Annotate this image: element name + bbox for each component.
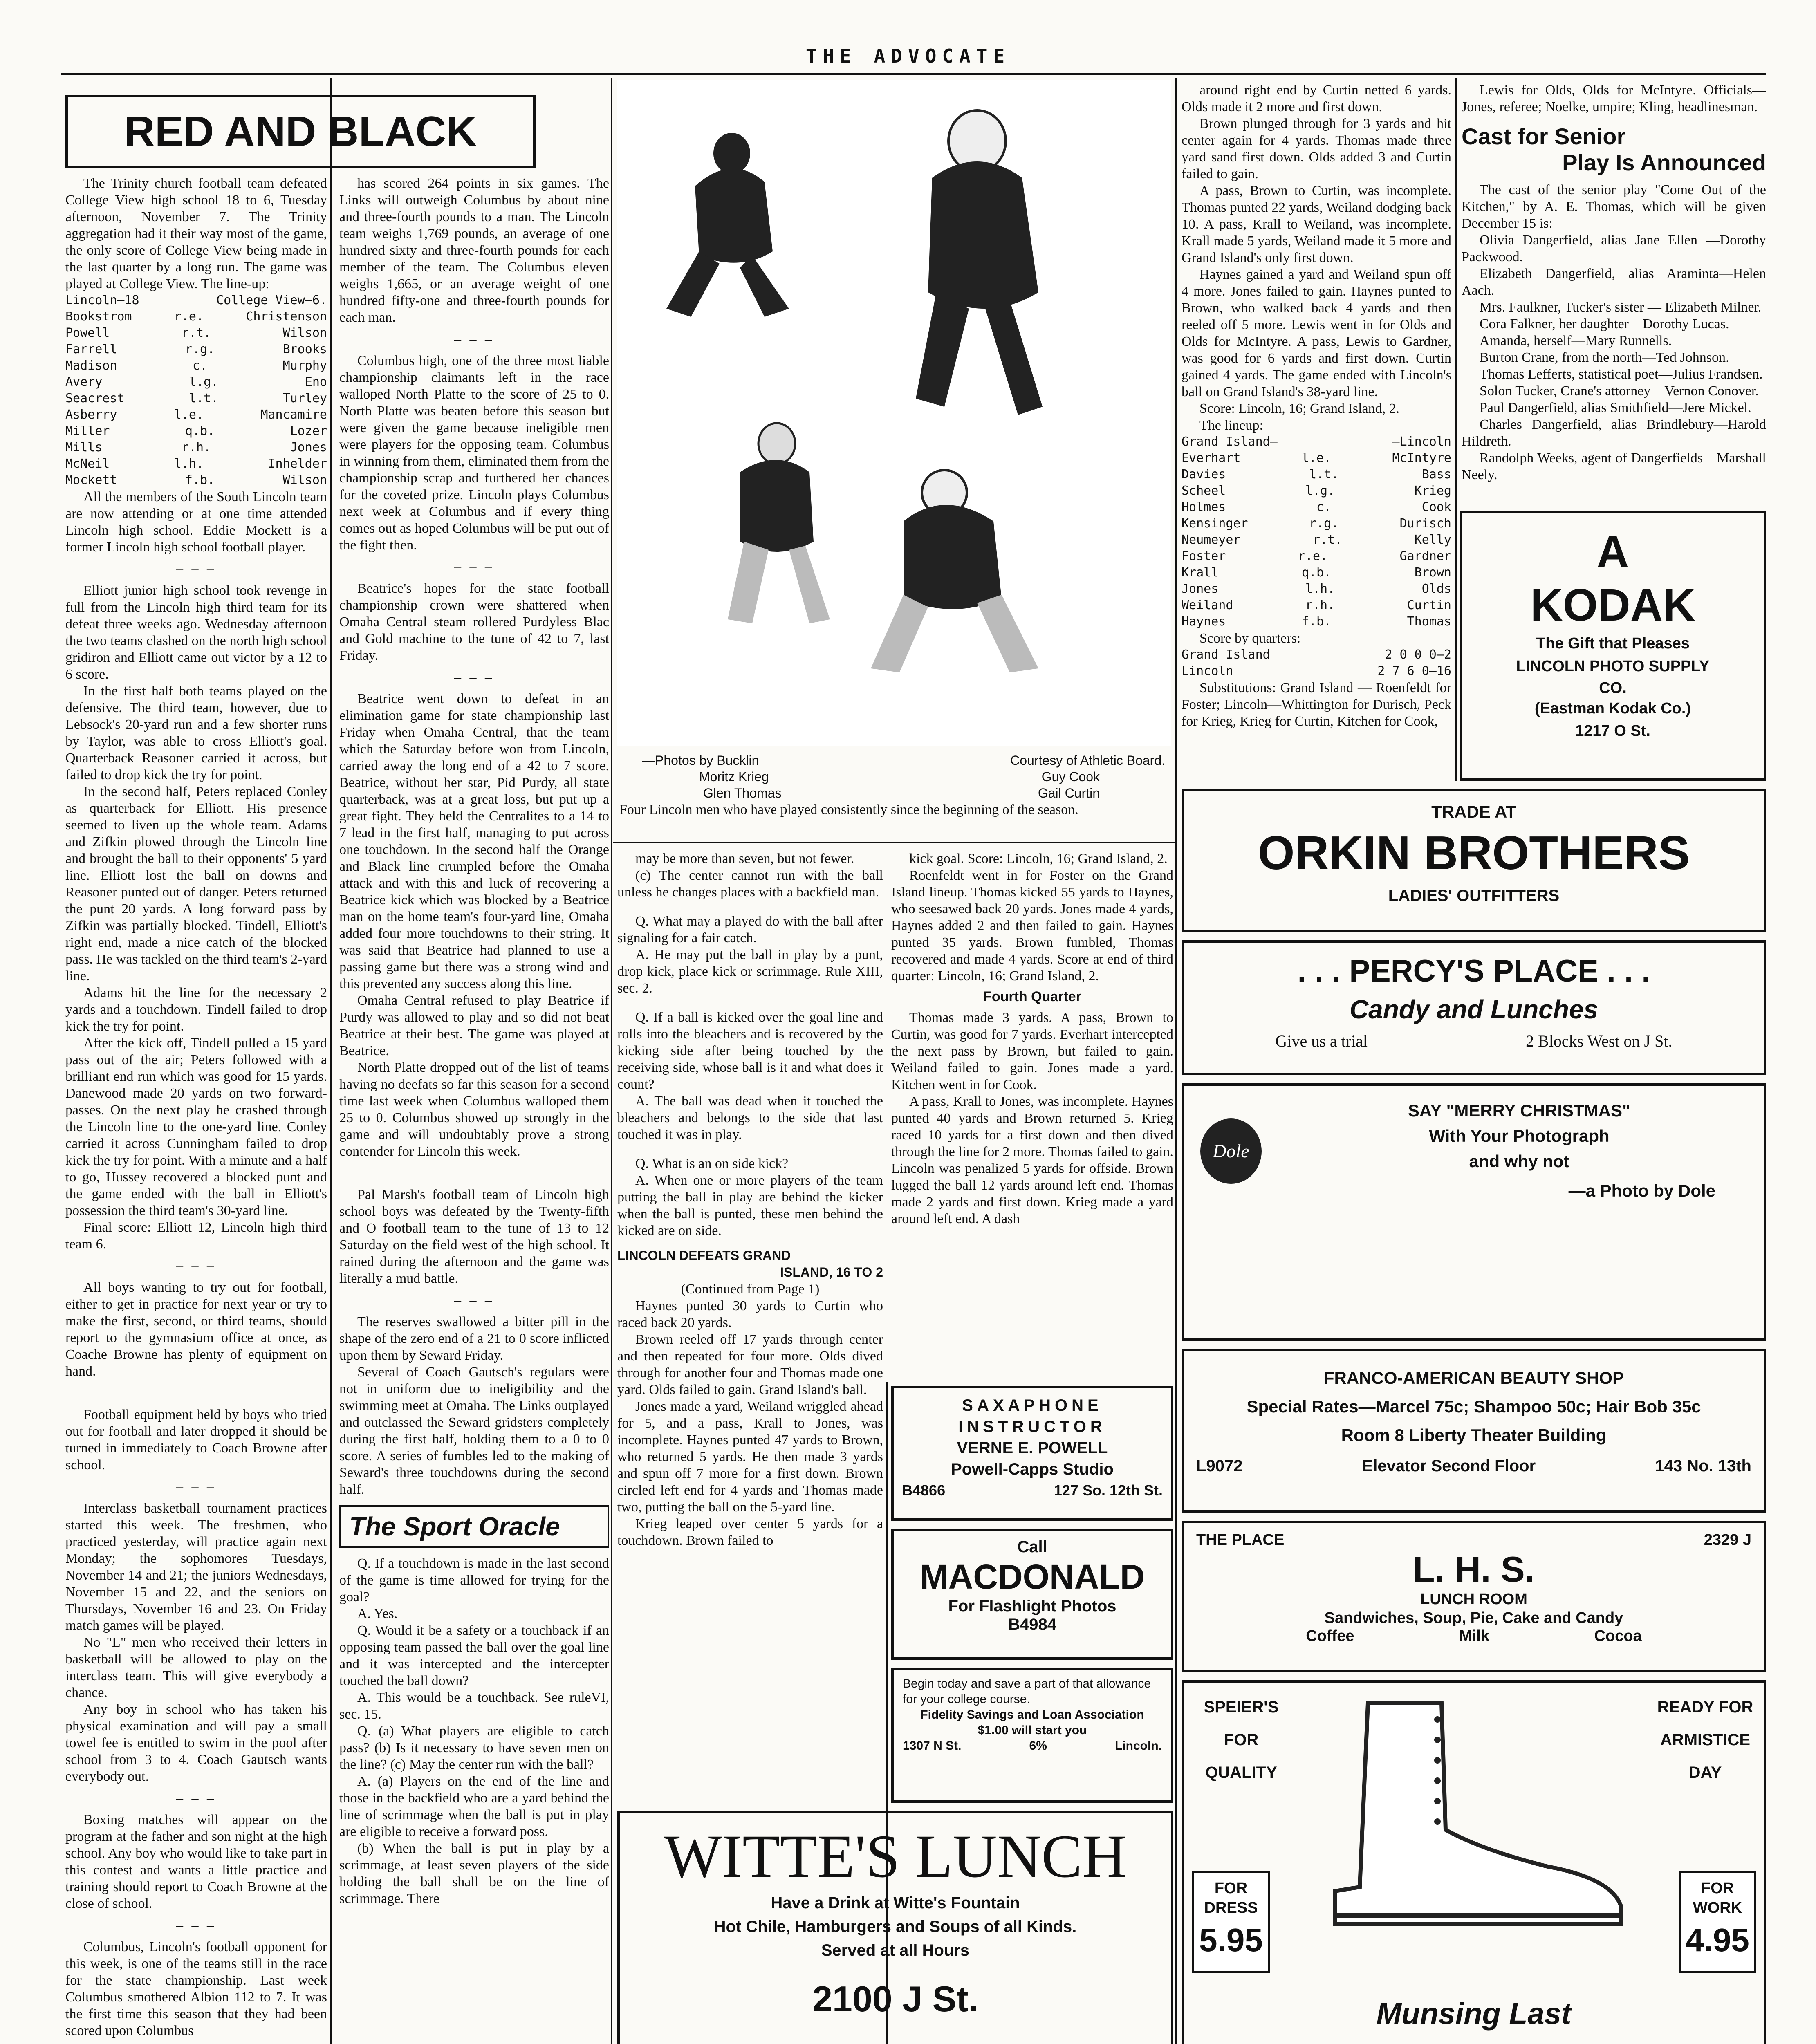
wittes-lunch-ad [617,1811,1173,2044]
ad-line: LINCOLN PHOTO SUPPLY [1516,658,1710,675]
separator: – – – [454,559,494,574]
work-price-box: FOR WORK 4.95 [1679,1871,1756,1973]
ad-title: MACDONALD [919,1558,1145,1596]
answer: A. When one or more players of the team putting the ball in play are behind the kicker when the ball is punted, these men behind the kicked are on side. [617,1173,883,1238]
lineup-row: Foster r.e. Gardner [1182,549,1451,563]
column-rule [611,78,612,2044]
boot-illustration [1319,1695,1630,1936]
article-paragraph: Football equipment held by boys who tried out for football and later dropped it should be turned in immediately to Coach Browne after school. [65,1407,327,1472]
answer: A. The ball was dead when it touched the bleachers and belongs to the side that last touched it was in play. [617,1094,883,1142]
article-paragraph: Haynes gained a yard and Weiland spun off 4 more. Jones failed to gain. Haynes punted to Brown, who walked back 4 yards and then reeled off 5 more. Lewis went in for Olds and Olds for McIntyre. A pass, Lewis to Gardner, was good for 6 yards and first down. Curtin gained 4 yards. The game ended with Lincoln's ball on Grand Island's 38-yard line. [1182,267,1451,399]
answer: (b) When the ball is put in play by a scrimmage, at least seven players of the side holding the ball shall be on the line of scrimmage. There [339,1841,609,1906]
masthead-rule [61,73,1766,75]
franco-american-ad [1182,1349,1766,1513]
article-paragraph: Adams hit the line for the necessary 2 yards and a touchdown. Tindell failed to drop kick the try for point. [65,985,327,1034]
sport-oracle-title: The Sport Oracle [339,1505,609,1548]
separator: – – – [454,332,494,347]
lineup-row: Bookstrom r.e. Christenson [65,309,327,324]
armistice-label: READY FOR ARMISTICE DAY [1657,1698,1753,1782]
question: Q. What is an on side kick? [635,1156,789,1171]
continued-note: (Continued from Page 1) [681,1282,820,1297]
ad-line: —a Photo by Dole [1568,1181,1715,1200]
boot-outline [1335,1703,1621,1924]
dole-text [1290,1098,1748,1204]
ad-line: 1307 N St. 6% Lincoln. [903,1739,1162,1753]
separator: – – – [454,1293,494,1308]
cast-item: Mrs. Faulkner, Tucker's sister — Elizabeth Milner. [1480,300,1762,315]
lineup-header: Lincoln—18 College View—6. [65,293,327,307]
ad-line: TRADE AT [1431,802,1516,821]
article-paragraph: Any boy in school who has taken his physical examination and will pay a small towel fee is entitled to swim in the pool after school from 3 to 4. Coach Gautsch wants everybody out. [65,1702,327,1784]
column-2 [339,175,609,2044]
lineup-table [1182,434,1451,630]
ad-line: L9072 Elevator Second Floor 143 No. 13th [1196,1457,1751,1475]
photo-caption-line: Four Lincoln men who have played consistently since the beginning of the season. [619,802,1078,817]
article-paragraph: around right end by Curtin netted 6 yards. Olds made it 2 more and first down. [1182,83,1451,114]
lineup-row: Miller q.b. Lozer [65,424,327,438]
ad-line: Served at all Hours [821,1941,970,1959]
player-body [928,161,1038,309]
column-rule [1455,78,1457,781]
article-paragraph: In the first half both teams played on the defensive. The third team, however, due to Lebsock's 20-yard run and a few shorter runs by Taylor, was able to cross Elliott's goal. Quarterback Reasoner carried it across, but failed to drop kick the try for point. [65,684,327,782]
lineup-row: Avery l.g. Eno [65,375,327,389]
article-paragraph: Substitutions: Grand Island — Roenfeldt for Foster; Lincoln—Whittington for Durisch, Peck for Krieg, Krieg for Curtin, Kitchen for Cook, [1182,680,1451,729]
photo-caption [642,752,1165,801]
caption-names: Moritz Krieg Guy Cook [699,769,1100,784]
separator: – – – [454,670,494,685]
lineup-row: Farrell r.g. Brooks [65,342,327,356]
dole-photo-ad [1182,1083,1766,1341]
ad-line: SAXAPHONE [962,1396,1103,1414]
separator: – – – [176,1918,216,1933]
munsing-last: Munsing Last [1376,1997,1572,2031]
lineup-row: Mockett f.b. Wilson [65,473,327,487]
ad-line: With Your Photograph [1429,1126,1610,1145]
article-paragraph: Roenfeldt went in for Foster on the Grand Island lineup. Thomas kicked 55 yards to Haynes, who seesawed back 20 yards. Jones made 4 yards, Haynes added 2 and then failed to gain. Haynes punted 35 yards. Brown fumbled, Thomas recovered and made 4 yards. Score at end of third quarter: Lincoln, 16; Grand Island, 2. [891,868,1173,984]
article-paragraph: All the members of the South Lincoln team are now attending or at one time attended Lincoln high school. Eddie Mockett is a former Lincoln high school football player. [65,489,327,555]
article-paragraph: Score: Lincoln, 16; Grand Island, 2. [1199,401,1400,416]
players-illustration [617,80,1171,746]
article-paragraph: Score by quarters: [1199,631,1301,646]
dole-logo-icon: Dole [1200,1118,1262,1184]
question: Q. What may a played do with the ball after signaling for a fair catch. [617,914,883,946]
lineup-row: Holmes c. Cook [1182,500,1451,514]
ad-line: The Gift that Pleases [1536,635,1690,652]
article-paragraph: Elliott junior high school took revenge in full from the Lincoln high third team for its defeat three weeks ago. Wednesday afternoon the two teams clashed on the north high school gridiron and Elliott came out victor by a 12 to 6 score. [65,583,327,682]
ad-line: Special Rates—Marcel 75c; Shampoo 50c; Hair Bob 35c [1247,1397,1701,1416]
separator: – – – [176,1385,216,1401]
ad-line: Hot Chile, Hamburgers and Soups of all Kinds. [714,1918,1077,1936]
ad-title: KODAK [1530,580,1695,630]
answer: A. This would be a touchback. See ruleVI, sec. 15. [339,1690,609,1722]
article-paragraph: Omaha Central refused to play Beatrice if Purdy was allowed to play and so did not beat Beatrice at their best. The game was played at Beatrice. [339,993,609,1058]
lineup-row: Haynes f.b. Thomas [1182,614,1451,629]
article-paragraph: Thomas made 3 yards. A pass, Brown to Curtin, was good for 7 yards. Everhart intercepted the next pass by Brown, but failed to gain. Weiland failed to gain. Jones made a yard. Kitchen went in for Cook. [891,1010,1173,1092]
lineup-row: Kensinger r.g. Durisch [1182,516,1451,531]
red-and-black-title-box [65,95,536,168]
kodak-ad [1460,511,1766,781]
lineup-row: Mills r.h. Jones [65,440,327,455]
masthead: THE ADVOCATE [805,45,1011,67]
ad-line: Fidelity Savings and Loan Association [920,1708,1144,1721]
lineup-row: Everhart l.e. McIntyre [1182,451,1451,465]
cast-item: Solon Tucker, Crane's attorney—Vernon Conover. [1480,383,1759,399]
ad-line: Give us a trial 2 Blocks West on J St. [1275,1032,1673,1050]
cast-item: Charles Dangerfield, alias Brindlebury—Harold Hildreth. [1462,417,1766,449]
article-paragraph: After the kick off, Tindell pulled a 15 yard pass out of the air; Peters followed with a brilliant end run which was good for 15 yards. Danewood made 20 yards on two forward-passes. On the next play he crashed through the Lincoln line to the one-yard line. Conley carried it across Cunningham failed to drop kick the try for point. With a minute and a half to go, Hussey recovered a blocked punt and the game ended with the ball in Elliott's possession the third team's 30-yard line. [65,1035,327,1218]
ad-line: SAY "MERRY CHRISTMAS" [1408,1101,1630,1120]
article-paragraph: The lineup: [1199,418,1263,433]
column-rule [330,78,332,2044]
article-paragraph: Boxing matches will appear on the program at the father and son night at the high school. Any boy who would like to take part in this contest and wants a little practice and training should report to Coach Browne at the close of school. [65,1812,327,1911]
cast-item: Randolph Weeks, agent of Dangerfields—Marshall Neely. [1462,450,1766,482]
speiers-quality-label: SPEIER'S FOR QUALITY [1204,1698,1279,1782]
column-1 [65,175,327,2044]
dress-price: 5.95 [1199,1922,1263,1958]
macdonald-ad [891,1529,1173,1660]
ad-line: Coffee Milk Cocoa [1306,1627,1642,1645]
article-paragraph: Brown plunged through for 3 yards and hit center again for 4 yards. Thomas made three yard sand first down. Olds added 3 and Curtin failed to gain. [1182,116,1451,182]
lineup-row: McNeil l.h. Inhelder [65,457,327,471]
article-paragraph: Columbus, Lincoln's football opponent for this week, is one of the teams still in the race for the state championship. Last week Columbus smothered Albion 112 to 7. It was the first time this season that they had been scored upon Columbus [65,1939,327,2038]
ad-line: THE PLACE 2329 J [1196,1531,1751,1549]
cast-item: Thomas Lefferts, statistical poet—Julius Frandsen. [1480,367,1763,382]
lineup-row: Krall q.b. Brown [1182,565,1451,580]
ad-line: $1.00 will start you [978,1724,1087,1737]
speiers-shoes-ad [1182,1680,1766,2044]
caption-credits: —Photos by Bucklin Courtesy of Athletic Board. [642,753,1165,768]
work-price: 4.95 [1686,1922,1749,1958]
ad-line: 2100 J St. [812,1979,979,2019]
article-paragraph: Several of Coach Gautsch's regulars were not in uniform due to ineligibility and the swimming meet at Omaha. The Links outplayed and outclassed the Seward gridsters completely during the first half, holding them to a 0 to 0 score. A series of fumbles led to the making of Seward's three touchdowns during the second half. [339,1365,609,1497]
football-photos [617,80,1171,746]
article-paragraph: Pal Marsh's football team of Lincoln high school boys was defeated by the Twenty-fifth and O football team to the tune of 13 to 12 Saturday on the field west of the high school. It rained during the afternoon and the game was literally a mud battle. [339,1187,609,1286]
lineup-row: Scheel l.g. Krieg [1182,484,1451,498]
article-paragraph: The cast of the senior play "Come Out of the Kitchen," by A. E. Thomas, which will be given December 15 is: [1462,182,1766,231]
article-paragraph: Interclass basketball tournament practices started this week. The freshmen, who practiced yesterday, will practice again next Monday; the sophomores Tuesdays, November 14 and 21; the juniors Wednesdays, November 15 and 22, and the seniors on Thursdays, November 16 and 23. On Friday match games will be played. [65,1501,327,1633]
article-paragraph: Lewis for Olds, Olds for McIntyre. Officials—Jones, referee; Noelke, umpire; Kling, headlinesman. [1462,83,1766,114]
lineup-row: Madison c. Murphy [65,359,327,373]
column-3 [617,850,883,1905]
ad-title: FRANCO-AMERICAN BEAUTY SHOP [1323,1368,1624,1387]
savings-ad [891,1668,1173,1803]
question: Q. Would it be a safety or a touchback if an opposing team passed the ball over the goal line and it was intercepted and the intercepter touched the ball down? [339,1623,609,1688]
ad-line: CO. [1599,679,1627,697]
ad-line: Call [1017,1538,1047,1556]
ad-line: Candy and Lunches [1349,995,1599,1024]
ad-title: L. H. S. [1412,1549,1535,1589]
separator: – – – [176,1479,216,1494]
lineup-row: Powell r.t. Wilson [65,326,327,340]
article-headline: Play Is Announced [1562,150,1766,175]
article-paragraph: Columbus high, one of the three most liable championship claimants left in the race walloped North Platte to the score of 25 to 0. North Platte was beaten before this season but were given the game because ineligible men were players for the opposing team. Columbus in winning from them, eliminated them from the championship scrap and furthered her chances for the coveted prize. Lincoln plays Columbus next week at Columbus and if every thing comes out as hoped Columbus will be put out of the fight then. [339,353,609,553]
score-table [1182,647,1451,679]
question: Q. (a) What players are eligible to catch pass? (b) Is it necessary to have seven men on the line? (c) May the center run with the ball? [339,1724,609,1772]
player-body [695,168,773,262]
article-paragraph: All boys wanting to try out for football, either to get in practice for next year or try to make the first, second, or third teams, should report to the gymnasium office at once, as Coache Browne has plenty of equipment on hand. [65,1280,327,1379]
separator: – – – [176,1258,216,1273]
ad-title: WITTE'S LUNCH [664,1822,1127,1890]
photo-rule [613,842,1175,843]
article-paragraph: Beatrice went down to defeat in an elimination game for state championship last Friday when Omaha Central, that the team which the Saturday before won from Lincoln, carried away the long end of a 42 to 7 score. Beatrice, without her star, Pid Purdy, all state quarterback, was at a great loss, but put up a great fight. They held the Centralites to a 14 to 7 lead in the first half, managing to put across one touchdown. In the second half the Orange and Black line crumpled before the Omaha attack and with this and luck of recovering a Beatrice kick which was blocked by a Beatrice man on the home team's four-yard line, Omaha added four more touchdowns to their string. It was said that Beatrice had planned to use a passing game but there was a strong wind and this prevented any success along this line. [339,691,609,991]
player-body [740,460,814,552]
lineup-row: Davies l.t. Bass [1182,467,1451,482]
article-paragraph: North Platte dropped out of the list of teams having no deefats so far this season for a second time last week when Columbus walloped them 25 to 0. Columbus showed up strongly in the game and will undoubtably prove a strong contender for Lincoln this week. [339,1060,609,1159]
article-paragraph: The reserves swallowed a bitter pill in the shape of the zero end of a 21 to 0 score inflicted upon them by Seward Friday. [339,1314,609,1363]
lineup-row: Neumeyer r.t. Kelly [1182,533,1451,547]
article-paragraph: In the second half, Peters replaced Conley as quarterback for Elliott. His presence seemed to liven up the whole team. Adams and Zifkin plowed through the Lincoln line and brought the ball to their opponents' 5 yard line. Elliott lost the ball on downs and Reasoner punted out of danger. Peters returned the punt 20 yards. A long forward pass by Zifkin was partially blocked. Tindell, Elliott's right end, made a nice catch of the blocked pass. He was tackled on the third team's 2-yard line. [65,784,327,984]
player-head [713,133,750,174]
ad-line: and why not [1469,1152,1569,1171]
question: Q. If a ball is kicked over the goal line and rolls into the bleachers and is recovered by the kicking side after being touched by the receiving side, whose ball is it and what does it count? [617,1010,883,1092]
ad-line: (Eastman Kodak Co.) [1534,700,1691,717]
column-6 [1462,82,1766,507]
lineup-header: Grand Island— —Lincoln [1182,435,1451,449]
headline: LINCOLN DEFEATS GRAND [617,1248,791,1263]
separator: – – – [454,1165,494,1181]
article-paragraph: Final score: Elliott 12, Lincoln high third team 6. [65,1220,327,1252]
percys-place-ad [1182,940,1766,1075]
ad-line: B4866 127 So. 12th St. [902,1482,1163,1499]
answer: A. (a) Players on the end of the line and those in the backfield who are a yard behind the line of scrimmage when the ball is put in play are eligible to receive a forward poss. [339,1774,609,1839]
article-paragraph: Brown reeled off 17 yards through center and then repeated for four more. Olds dived through for another four and Thomas made one yard. Olds failed to gain. Grand Island's ball. [617,1332,883,1397]
ad-line: 1217 O St. [1575,722,1650,740]
column-4 [891,850,1173,1378]
ad-line: LUNCH ROOM [1420,1591,1527,1608]
article-paragraph: A pass, Krall to Jones, was incomplete. Haynes punted 40 yards and Brown returned 5. Krieg raced 10 yards for a first down and then dived through the line for 2 more. Thomas failed to gain. Lincoln was penalized 5 yards for offside. Brown lugged the ball 12 yards around left end. Thomas made 2 yards and first down. Krieg made a yard around left end. A dash [891,1094,1173,1226]
article-paragraph: Haynes punted 30 yards to Curtin who raced back 20 yards. [617,1298,883,1330]
section-title: RED AND BLACK [124,108,477,155]
ad-line: For Flashlight Photos [948,1597,1117,1615]
dress-price-box: FOR DRESS 5.95 [1192,1871,1270,1973]
article-paragraph: Beatrice's hopes for the state football championship crown were shattered when Omaha Central steam rollered Purdyless Blac and Gold machine to the tune of 42 to 7, last Friday. [339,581,609,663]
lineup-row: Weiland r.h. Curtin [1182,598,1451,612]
cast-item: Elizabeth Dangerfield, alias Araminta—Helen Aach. [1462,266,1766,298]
ad-line: Room 8 Liberty Theater Building [1341,1425,1607,1445]
article-paragraph: Jones made a yard, Weiland wriggled ahead for 5, and a pass, Krall to Jones, was incomplete. Haynes punted 47 yards to Brown, who returned 5 yards. He then made 3 yards and spun off 7 more for a first down. Brown circled left end for 4 yards and Thomas made two, putting the ball on the 5-yard line. [617,1399,883,1515]
saxaphone-ad [891,1386,1173,1521]
cast-item: Amanda, herself—Mary Runnells. [1480,333,1672,348]
orkin-brothers-ad [1182,789,1766,932]
lineup-row: Jones l.h. Olds [1182,582,1451,596]
lineup-row: Seacrest l.t. Turley [65,391,327,406]
answer: A. Yes. [357,1606,398,1621]
player-legs [916,292,1043,415]
question: Q. If a touchdown is made in the last second of the game is time allowed for trying for the goal? [339,1556,609,1605]
column-5 [1182,82,1451,781]
article-paragraph: The Trinity church football team defeated College View high school 18 to 6, Tuesday afternoon, November 7. The Trinity aggregation had it their way most of the game, the only score of College View being made in the last quarter by a long run. The game was played at College View. The line-up: [65,176,327,291]
ad-title: . . . PERCY'S PLACE . . . [1297,954,1650,988]
answer: may be more than seven, but not fewer. [635,851,854,866]
lineup-row: Asberry l.e. Mancamire [65,408,327,422]
score-row: Lincoln 2 7 6 0—16 [1182,664,1451,678]
lineup-table [65,292,327,489]
player-head [758,423,795,464]
cast-item: Paul Dangerfield, alias Smithfield—Jere Mickel. [1480,400,1751,415]
lhs-lunch-room-ad [1182,1521,1766,1672]
ad-line: Have a Drink at Witte's Fountain [771,1894,1020,1912]
cast-item: Cora Falkner, her daughter—Dorothy Lucas. [1480,316,1729,332]
answer: (c) The center cannot run with the ball unless he changes places with a backfield man. [617,868,883,900]
separator: – – – [176,1791,216,1806]
article-paragraph: No "L" men who received their letters in basketball will be allowed to play on the interclass team. This will give everybody a chance. [65,1635,327,1700]
subheading: Fourth Quarter [983,989,1081,1004]
answer: A. He may put the ball in play by a punt, drop kick, place kick or scrimmage. Rule XIII, sec. 2. [617,947,883,996]
article-paragraph: kick goal. Score: Lincoln, 16; Grand Island, 2. [909,851,1168,866]
score-row: Grand Island 2 0 0 0—2 [1182,648,1451,662]
ad-line: Begin today and save a part of that allowance for your college course. [903,1677,1151,1706]
article-paragraph: A pass, Brown to Curtin, was incomplete. Thomas punted 22 yards, Weiland dodging back 10. A pass, Krall to Weiland, was incomplete. Krall made 5 yards, Weiland made it 5 more and Grand Island's only first down. [1182,183,1451,265]
ad-line: VERNE E. POWELL [957,1439,1108,1457]
article-paragraph: Krieg leaped over center 5 yards for a touchdown. Brown failed to [617,1516,883,1548]
ad-line: Sandwiches, Soup, Pie, Cake and Candy [1324,1609,1623,1627]
ad-title: ORKIN BROTHERS [1258,826,1690,879]
headline: ISLAND, 16 TO 2 [780,1265,883,1280]
cast-item: Burton Crane, from the north—Ted Johnson. [1480,350,1729,365]
player-body [904,505,1002,609]
separator: – – – [176,561,216,576]
column-rule [1175,78,1177,2044]
article-paragraph: has scored 264 points in six games. The Links will outweigh Columbus by about nine and three-fourth pounds to a man. The Lincoln team weighs 1,769 pounds, an average of one hundred sixty and three-fourth pounds for each member of the team. The Columbus eleven weighs 1,665, or an average weight of one hundred fifty-one and three-fourth pounds for each man. [339,176,609,325]
ad-line: INSTRUCTOR [958,1418,1106,1436]
caption-names: Glen Thomas Gail Curtin [703,786,1100,800]
ad-line: Powell-Capps Studio [951,1460,1114,1478]
ad-title: A [1596,527,1629,577]
ad-line: B4984 [1008,1616,1056,1634]
cast-item: Olivia Dangerfield, alias Jane Ellen —Dorothy Packwood. [1462,233,1766,264]
article-headline: Cast for Senior [1462,123,1626,149]
ad-line: LADIES' OUTFITTERS [1388,887,1560,905]
player-legs [728,542,830,623]
